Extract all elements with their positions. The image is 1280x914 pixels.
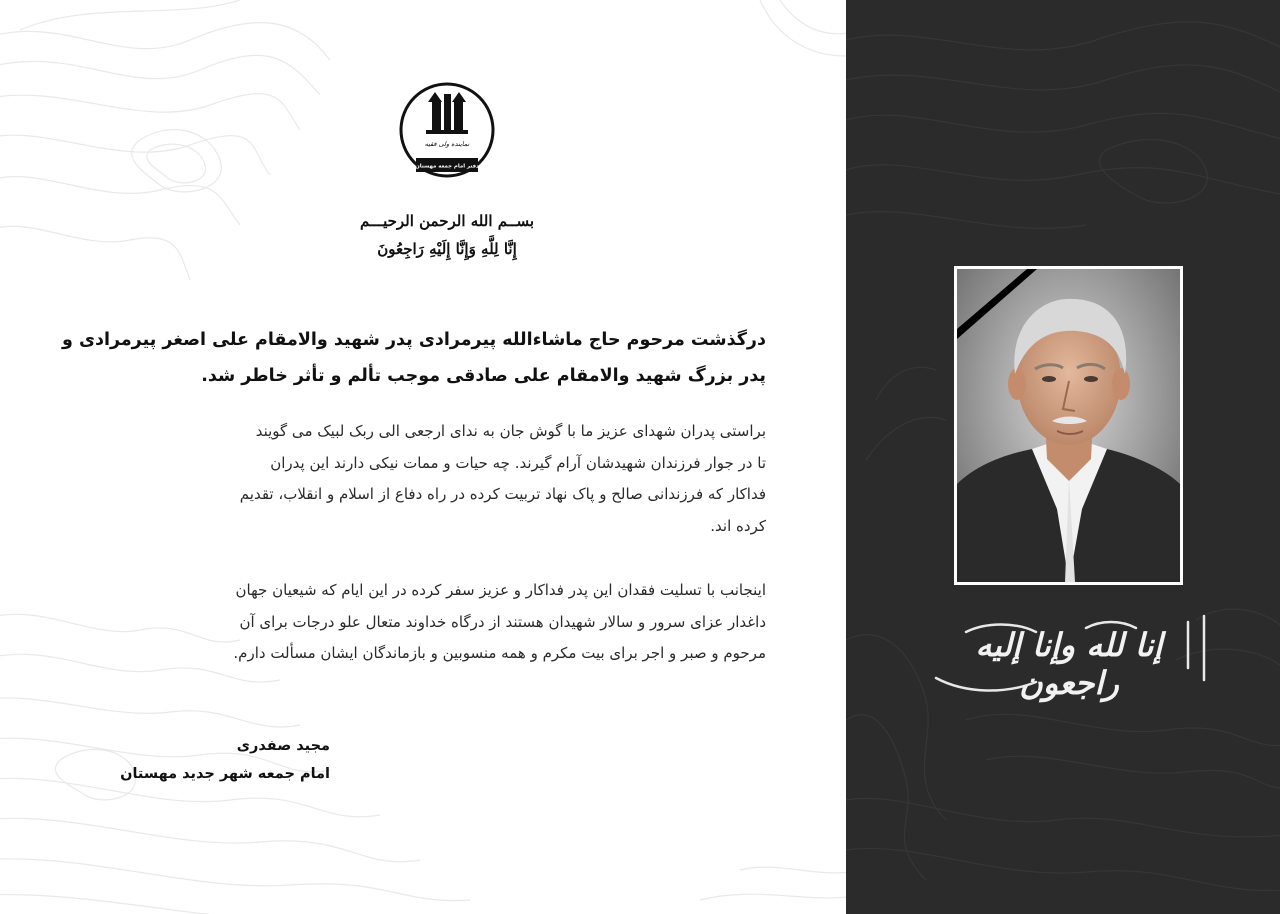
- paragraph-line: کرده اند.: [710, 516, 766, 535]
- paragraph-1: [110, 416, 766, 542]
- bismillah: بســم الله الرحمن الرحیـــم: [359, 212, 535, 230]
- paragraph-line: داغدار عزای سرور و سالار شهیدان هستند از درگاه خداوند متعال علو درجات برای آن: [239, 612, 766, 631]
- signer-name: مجید صفدری: [236, 738, 330, 754]
- emblem-icon: [426, 92, 468, 134]
- headline-line: پدر بزرگ شهید والامقام علی صادقی موجب تألم و تأثر خاطر شد.: [201, 366, 766, 386]
- logo-script: نماینده ولی فقیه: [424, 140, 470, 148]
- logo-caption: دفتر امام جمعه مهستان: [415, 163, 479, 170]
- paragraph-line: مرحوم و صبر و اجر برای بیت مکرم و همه منسوبین و بازماندگان ایشان مسألت دارم.: [233, 644, 766, 662]
- headline: [61, 322, 766, 394]
- signer-title: امام جمعه شهر جدید مهستان: [120, 766, 330, 782]
- paragraph-2: [110, 575, 766, 670]
- istirja-calligraphy: [926, 608, 1212, 702]
- office-logo: [398, 80, 496, 184]
- portrait-frame: [954, 266, 1183, 585]
- paragraph-line: فداکار که فرزندانی صالح و پاک نهاد تربیت کرده در راه دفاع از اسلام و انقلاب، تقدیم: [239, 485, 766, 503]
- paragraph-line: براستی پدران شهدای عزیز ما با گوش جان به ندای ارجعی الی ربک لبیک می گویند: [255, 422, 766, 440]
- calligraphy-text: إنا لله وإنا إليه راجعون: [975, 626, 1163, 702]
- istirja-verse: إِنَّا لِلَّهِ وَإِنَّا إِلَيْهِ رَاجِعُونَ: [377, 240, 517, 258]
- portrait-photo: [957, 269, 1180, 582]
- paragraph-line: تا در جوار فرزندان شهیدشان آرام گیرند. چه حیات و ممات نیکی دارند این پدران: [270, 453, 766, 472]
- paragraph-line: اینجانب با تسلیت فقدان این پدر فداکار و عزیز سفر کرده در این ایام که شیعیان جهان: [235, 581, 766, 599]
- headline-line: درگذشت مرحوم حاج ماشاءالله پیرمرادی پدر شهید والامقام علی اصغر پیرمرادی و: [61, 330, 766, 350]
- signature: [110, 732, 330, 788]
